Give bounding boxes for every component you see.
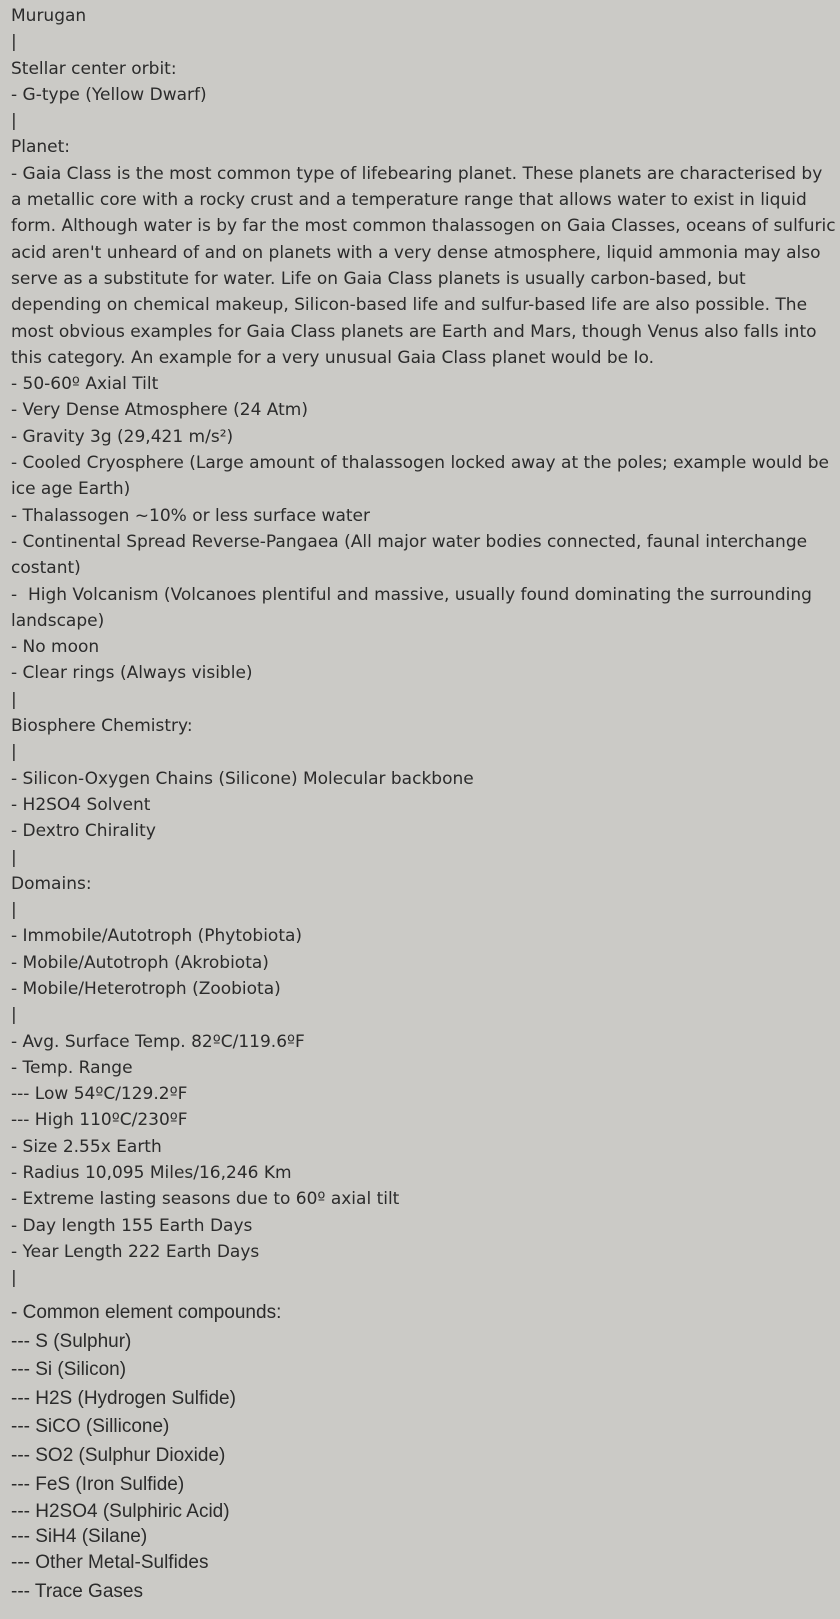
separator: | bbox=[11, 1005, 17, 1026]
compound-item: --- SiH4 (Silane) bbox=[11, 1526, 148, 1548]
list-item: - Silicon-Oxygen Chains (Silicone) Molecular backbone bbox=[11, 768, 474, 789]
list-item: - Radius 10,095 Miles/16,246 Km bbox=[11, 1163, 292, 1184]
compound-item: --- SiCO (Sillicone) bbox=[11, 1416, 170, 1438]
list-item: - Immobile/Autotroph (Phytobiota) bbox=[11, 926, 303, 947]
list-item: - Gravity 3g (29,421 m/s²) bbox=[11, 426, 234, 447]
separator: | bbox=[11, 689, 17, 710]
section-heading-planet: Planet: bbox=[11, 137, 71, 158]
planet-name: Murugan bbox=[11, 6, 87, 26]
list-item: - Cooled Cryosphere (Large amount of thalassogen locked away at the poles; example would be ice age Earth) bbox=[11, 453, 835, 500]
separator: | bbox=[11, 847, 17, 868]
compounds-section bbox=[11, 1299, 837, 1606]
compound-item: --- H2S (Hydrogen Sulfide) bbox=[11, 1387, 236, 1409]
list-item: - Avg. Surface Temp. 82ºC/119.6ºF bbox=[11, 1031, 305, 1052]
list-item: - Mobile/Autotroph (Akrobiota) bbox=[11, 952, 269, 973]
list-item: - No moon bbox=[11, 637, 100, 658]
list-item: - Continental Spread Reverse-Pangaea (All major water bodies connected, faunal interchange costant) bbox=[11, 531, 813, 579]
list-item: - H2SO4 Solvent bbox=[11, 794, 151, 815]
section-heading-biosphere-chemistry: Biosphere Chemistry: bbox=[11, 716, 193, 737]
compound-item: --- FeS (Iron Sulfide) bbox=[11, 1473, 185, 1495]
compound-item: --- SO2 (Sulphur Dioxide) bbox=[11, 1444, 226, 1466]
list-item: - Year Length 222 Earth Days bbox=[11, 1241, 260, 1262]
list-item: - Temp. Range bbox=[11, 1057, 133, 1078]
list-item: - Thalassogen ~10% or less surface water bbox=[11, 505, 370, 526]
planet-description: - Gaia Class is the most common type of lifebearing planet. These planets are characterised by a metallic core with a rocky crust and a temperature range that allows water to exist in liquid form. Although water is by far the most common thalassogen on Gaia Classes, oceans of sulfuric acid aren't unheard of and on planets with a very dense atmosphere, liquid ammonia may also serve as a substitute for water. Life on Gaia Class planets is usually carbon-based, but depending on chemical makeup, Silicon-based life and sulfur-based life are also possible. The most obvious examples for Gaia Class planets are Earth and Mars, though Venus also falls into this category. An example for a very unusual Gaia Class planet would be Io. bbox=[11, 163, 836, 368]
separator: | bbox=[11, 900, 17, 921]
separator: | bbox=[11, 111, 17, 132]
list-item: - Size 2.55x Earth bbox=[11, 1136, 162, 1157]
list-item: - Very Dense Atmosphere (24 Atm) bbox=[11, 400, 308, 421]
compound-item: --- H2SO4 (Sulphiric Acid) bbox=[11, 1501, 230, 1523]
separator: | bbox=[11, 742, 17, 763]
section-heading-stellar-orbit: Stellar center orbit: bbox=[11, 58, 177, 79]
compound-item: --- Other Metal-Sulfides bbox=[11, 1552, 209, 1574]
list-item: --- High 110ºC/230ºF bbox=[11, 1110, 188, 1131]
list-item: - Mobile/Heterotroph (Zoobiota) bbox=[11, 978, 281, 999]
compounds-heading: - Common element compounds: bbox=[11, 1302, 282, 1323]
list-item: - Day length 155 Earth Days bbox=[11, 1215, 253, 1236]
list-item: - Extreme lasting seasons due to 60º axial tilt bbox=[11, 1189, 400, 1210]
list-item: - 50-60º Axial Tilt bbox=[11, 374, 159, 395]
list-item: - Clear rings (Always visible) bbox=[11, 663, 253, 684]
section-heading-domains: Domains: bbox=[11, 873, 92, 894]
compound-item: --- S (Sulphur) bbox=[11, 1330, 132, 1352]
separator: | bbox=[11, 32, 17, 53]
list-item: - High Volcanism (Volcanoes plentiful and massive, usually found dominating the surrounding landscape) bbox=[11, 584, 818, 631]
list-item: --- Low 54ºC/129.2ºF bbox=[11, 1084, 188, 1105]
list-item: - Dextro Chirality bbox=[11, 821, 156, 842]
compound-item: --- Si (Silicon) bbox=[11, 1359, 127, 1381]
separator: | bbox=[11, 1268, 17, 1289]
document-body bbox=[11, 3, 837, 1292]
list-item: - G-type (Yellow Dwarf) bbox=[11, 84, 207, 105]
compound-item: --- Trace Gases bbox=[11, 1580, 143, 1602]
